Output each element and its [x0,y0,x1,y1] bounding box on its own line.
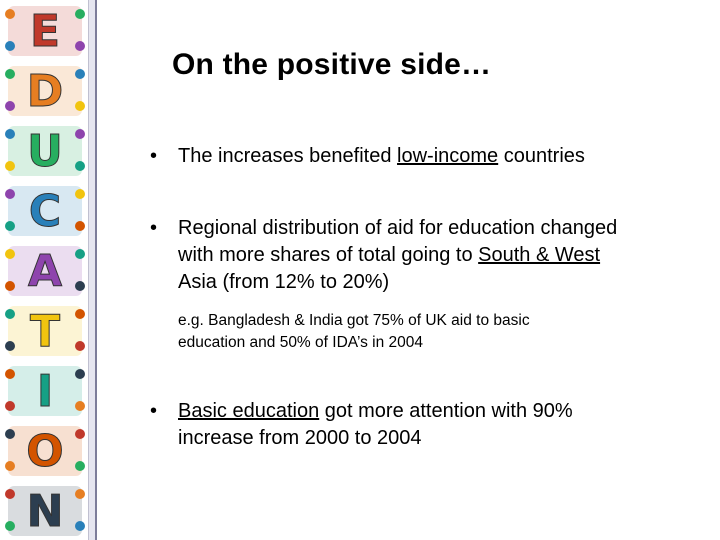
bullet-text [178,398,710,452]
svg-text:C: C [28,186,62,237]
banner-letter-illustration [5,306,85,357]
banner-letter-illustration [5,66,85,117]
bullet-symbol: • [150,145,158,167]
svg-text:O: O [26,426,64,477]
slide-title: On the positive side… [172,48,492,81]
bullet-item-1 [150,143,710,170]
banner-illustration [0,0,92,540]
bullet-item-2 [150,215,710,296]
svg-text:A: A [27,246,63,297]
banner-divider [88,0,97,540]
bullet-text [178,215,710,296]
bullet-text-line: Regional distribution of aid for education changed [178,217,618,239]
bullet-underlined-term: low-income [397,145,499,167]
svg-text:U: U [27,126,63,177]
banner-letter-illustration [5,426,85,477]
svg-text:T: T [29,306,61,357]
banner-letter-illustration [5,126,85,177]
svg-text:I: I [36,366,54,417]
bullet-text-line: Asia (from 12% to 20%) [178,271,390,293]
decorative-banner [0,0,98,540]
bullet-text-part: got more attention with 90% [319,400,573,422]
banner-letter-illustration [5,6,85,57]
bullet-symbol: • [150,217,158,239]
bullet-text-part: countries [498,145,585,167]
bullet-text-line: with more shares of total going to [178,244,479,266]
svg-text:D: D [26,66,64,117]
example-line: education and 50% of IDA’s in 2004 [178,334,424,351]
bullet-symbol: • [150,400,158,422]
svg-text:E: E [29,6,61,57]
example-note [178,310,658,354]
banner-letter-illustration [5,486,85,537]
svg-text:N: N [26,486,64,537]
banner-letter-illustration [5,246,85,297]
banner-letter-illustration [5,366,85,417]
bullet-underlined-term: Basic education [178,400,320,422]
bullet-item-3 [150,398,710,452]
bullet-text-part: The increases benefited [178,145,398,167]
bullet-underlined-term: South & West [478,244,601,266]
bullet-text-line: increase from 2000 to 2004 [178,427,422,449]
example-line: e.g. Bangladesh & India got 75% of UK aid to basic [178,312,530,329]
banner-letter-illustration [5,186,85,237]
bullet-text [178,143,710,170]
